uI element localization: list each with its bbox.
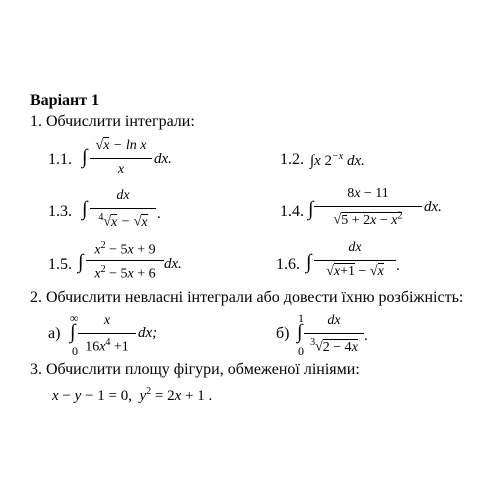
item-1-6-number: 1.6. (276, 256, 300, 273)
task1-heading: 1. Обчислити інтеграли: (30, 113, 195, 130)
integral-sign: ∫ (82, 198, 88, 220)
item-1-1-number: 1.1. (48, 151, 72, 168)
fraction: √x − ln x x (90, 138, 152, 182)
period: . (364, 328, 368, 344)
lower-limit: 0 (298, 344, 304, 358)
task3-equation: x − y − 1 = 0, $y^2 = 2x + 1$ . (52, 386, 213, 404)
item-1-3-number: 1.3. (48, 203, 72, 220)
variant-title: Варіант 1 (30, 92, 100, 109)
task2-heading: 2. Обчислити невласні інтеграли або довести їхню розбіжність: (30, 289, 464, 306)
differential: dx; (138, 325, 158, 341)
period: . (396, 258, 400, 274)
integral-sign: ∫ (70, 321, 76, 343)
upper-limit: 1 (298, 311, 304, 325)
integral-sign: ∫ (306, 251, 312, 273)
lower-limit: 0 (72, 344, 78, 358)
item-2-a-label: а) (48, 325, 61, 342)
item-2-b-label: б) (276, 325, 290, 342)
formula-1-2: ∫x $2^{-x}$ dx. (310, 151, 365, 169)
integral-sign: ∫ (297, 321, 303, 343)
integral-sign: ∫ (308, 198, 314, 220)
task3-heading: 3. Обчислити площу фігури, обмеженої лініями: (30, 361, 360, 378)
integral-sign: ∫ (82, 146, 88, 168)
item-1-5-number: 1.5. (48, 256, 72, 273)
differential: dx. (154, 151, 172, 167)
fraction: 8x − 11 $√5 + 2x - x^2$ (314, 186, 422, 232)
upper-limit: ∞ (70, 311, 79, 325)
fraction: dx $^3$√2 − 4x (304, 313, 364, 359)
differential: dx. (424, 199, 442, 215)
item-1-4-number: 1.4. (280, 203, 304, 220)
item-1-2-number: 1.2. (280, 151, 304, 168)
period: . (157, 206, 161, 222)
fraction: $x^2 - 5x + 9$ $x^2 - 5x + 6$ (86, 240, 164, 286)
fraction: dx $^4$√x − √x (90, 188, 156, 234)
fraction: x $16x^4 +1$ (78, 313, 136, 359)
fraction: dx √x+1 − √x (314, 240, 396, 286)
differential: dx. (164, 256, 182, 272)
integral-sign: ∫ (78, 251, 84, 273)
